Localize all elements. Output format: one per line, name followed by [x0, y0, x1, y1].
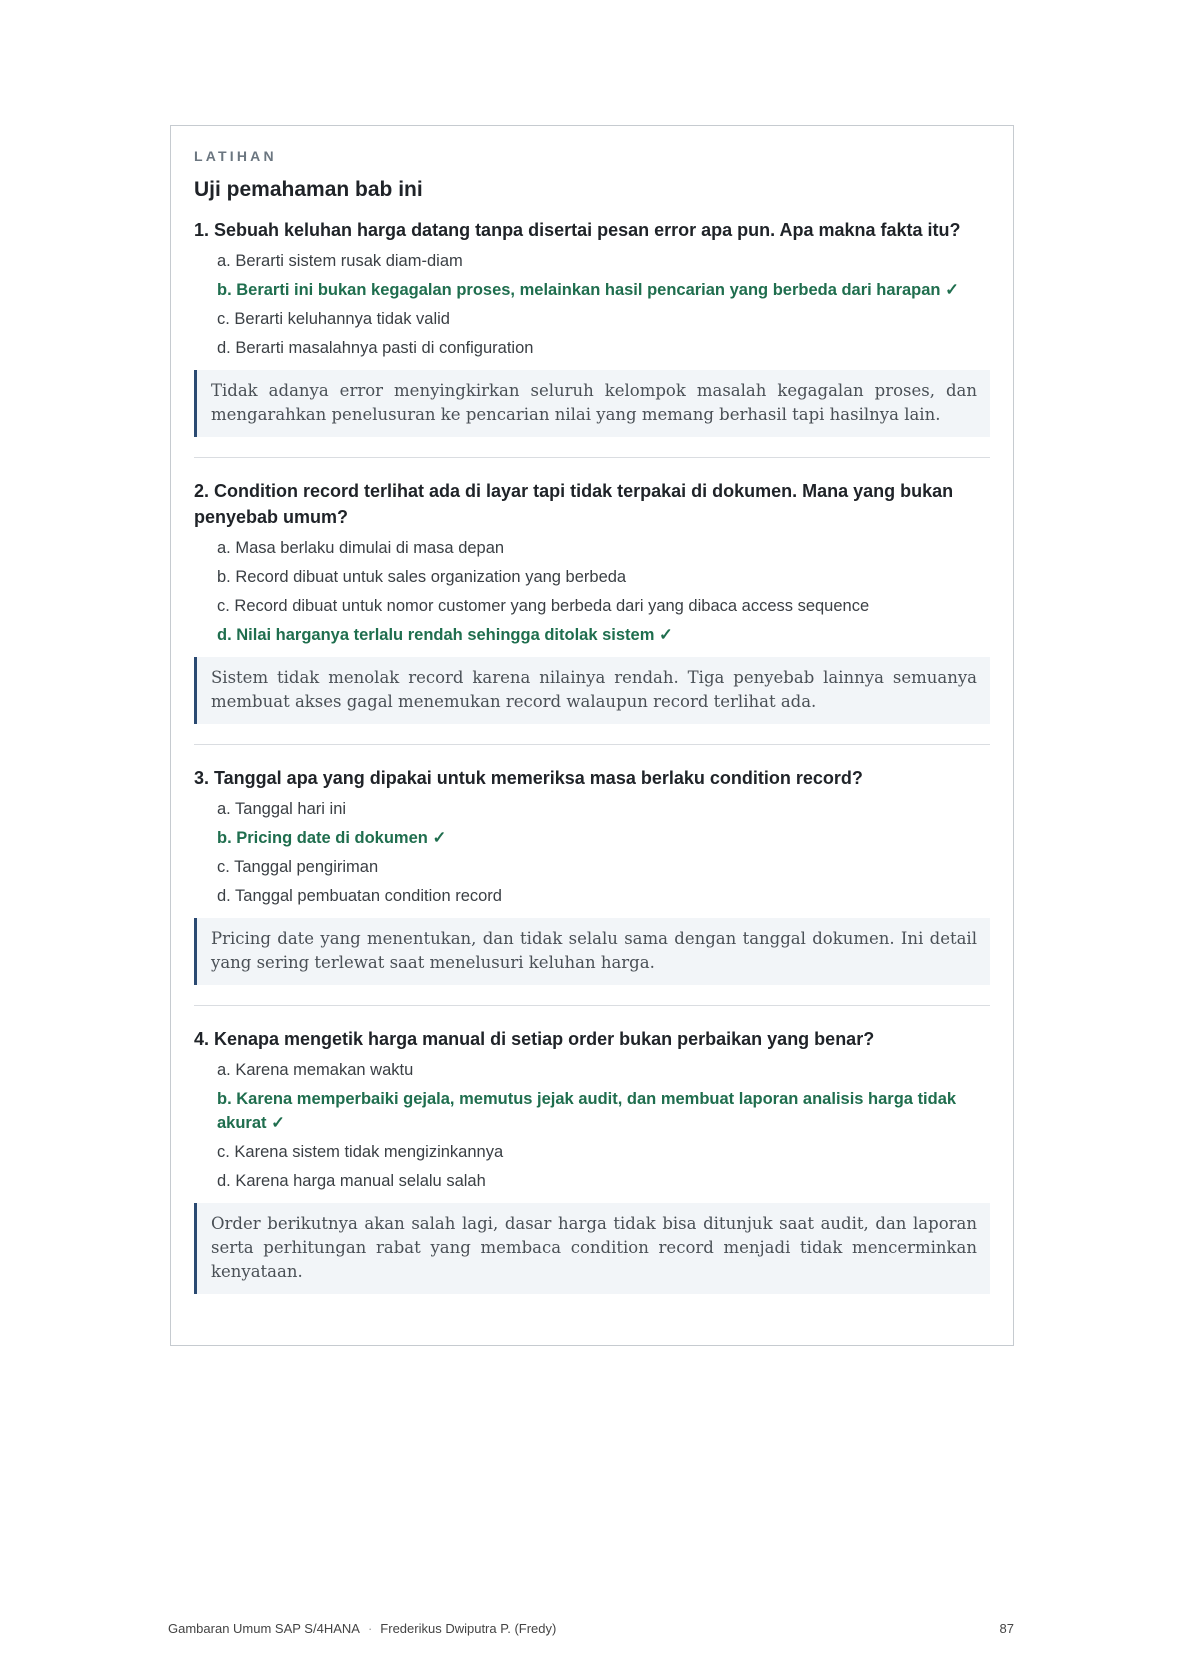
question-text: 3. Tanggal apa yang dipakai untuk memeriksa masa berlaku condition record? — [194, 768, 863, 788]
section-title: Uji pemahaman bab ini — [194, 178, 423, 201]
option-b-correct: b. Pricing date di dokumen ✓ — [217, 829, 447, 847]
question-block — [194, 765, 990, 985]
option-c: c. Karena sistem tidak mengizinkannya — [217, 1143, 504, 1161]
footer-book-title: Gambaran Umum SAP S/4HANA — [168, 1621, 360, 1636]
footer-left — [168, 1621, 556, 1636]
option-list — [194, 797, 990, 908]
question-text: 1. Sebuah keluhan harga datang tanpa disertai pesan error apa pun. Apa makna fakta itu? — [194, 220, 961, 240]
option-c: c. Berarti keluhannya tidak valid — [217, 310, 450, 328]
footer-author: Frederikus Dwiputra P. (Fredy) — [380, 1621, 557, 1636]
option-d: d. Berarti masalahnya pasti di configuration — [217, 339, 534, 357]
option-b: b. Record dibuat untuk sales organization yang berbeda — [217, 568, 627, 586]
option-d-correct: d. Nilai harganya terlalu rendah sehingga ditolak sistem ✓ — [217, 626, 673, 644]
footer-separator: · — [367, 1621, 373, 1636]
option-d: d. Tanggal pembuatan condition record — [217, 887, 502, 905]
exercise-box — [170, 125, 1014, 1346]
question-block — [194, 217, 990, 437]
option-a: a. Masa berlaku dimulai di masa depan — [217, 539, 505, 557]
option-b-correct: b. Berarti ini bukan kegagalan proses, melainkan hasil pencarian yang berbeda dari harapan ✓ — [217, 281, 959, 299]
option-d: d. Karena harga manual selalu salah — [217, 1172, 486, 1190]
option-a: a. Tanggal hari ini — [217, 800, 347, 818]
option-b-correct: b. Karena memperbaiki gejala, memutus jejak audit, dan membuat laporan analisis harga tidak akurat ✓ — [217, 1090, 957, 1132]
question-text: 4. Kenapa mengetik harga manual di setiap order bukan perbaikan yang benar? — [194, 1029, 875, 1049]
option-c: c. Record dibuat untuk nomor customer yang berbeda dari yang dibaca access sequence — [217, 597, 870, 615]
page-number: 87 — [999, 1621, 1014, 1636]
option-a: a. Karena memakan waktu — [217, 1061, 414, 1079]
divider — [194, 1005, 990, 1006]
question-text: 2. Condition record terlihat ada di layar tapi tidak terpakai di dokumen. Mana yang bukan penyebab umum? — [194, 481, 954, 527]
explanation-box: Order berikutnya akan salah lagi, dasar harga tidak bisa ditunjuk saat audit, dan laporan serta perhitungan rabat yang membaca condition record menjadi tidak mencerminkan kenyataan. — [194, 1203, 990, 1294]
option-c: c. Tanggal pengiriman — [217, 858, 379, 876]
explanation-box: Sistem tidak menolak record karena nilainya rendah. Tiga penyebab lainnya semuanya membuat akses gagal menemukan record walaupun record terlihat ada. — [194, 657, 990, 724]
section-eyebrow: LATIHAN — [194, 148, 277, 164]
divider — [194, 457, 990, 458]
page-footer — [168, 1621, 1014, 1636]
explanation-box: Tidak adanya error menyingkirkan seluruh kelompok masalah kegagalan proses, dan mengarahkan penelusuran ke pencarian nilai yang memang berhasil tapi hasilnya lain. — [194, 370, 990, 437]
option-list — [194, 536, 990, 647]
explanation-box: Pricing date yang menentukan, dan tidak selalu sama dengan tanggal dokumen. Ini detail yang sering terlewat saat menelusuri keluhan harga. — [194, 918, 990, 985]
option-list — [194, 1058, 990, 1193]
divider — [194, 744, 990, 745]
option-a: a. Berarti sistem rusak diam-diam — [217, 252, 463, 270]
question-block — [194, 1026, 990, 1294]
question-block — [194, 478, 990, 724]
option-list — [194, 249, 990, 360]
